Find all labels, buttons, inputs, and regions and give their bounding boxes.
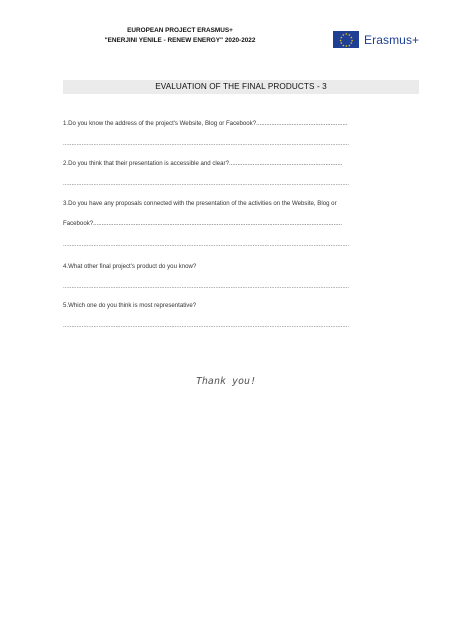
svg-text:★: ★: [350, 38, 354, 43]
svg-text:★: ★: [348, 33, 351, 37]
answer-line-5: .........................................................................................................................................................................: [63, 322, 350, 329]
svg-text:★: ★: [340, 35, 343, 40]
svg-text:★: ★: [342, 33, 345, 37]
eu-flag-icon: [333, 31, 359, 48]
erasmus-logo: [333, 31, 419, 48]
svg-text:★: ★: [345, 44, 348, 48]
question-2: 2.Do you think that their presentation is accessible and clear?...................................................................: [63, 160, 343, 167]
answer-line-1: .........................................................................................................................................................................: [63, 140, 350, 147]
answer-line-2: .........................................................................................................................................................................: [63, 180, 350, 187]
erasmus-logo-text: Erasmus+: [364, 32, 420, 47]
svg-text:★: ★: [342, 43, 345, 48]
svg-text:★: ★: [350, 41, 353, 45]
header-project-line: EUROPEAN PROJECT ERASMUS+: [127, 27, 233, 34]
answer-line-4: .........................................................................................................................................................................: [63, 283, 350, 290]
answer-line-3: .........................................................................................................................................................................: [63, 241, 350, 248]
question-1: 1.Do you know the address of the project's Website, Blog or Facebook?......................................................: [63, 120, 348, 127]
question-5: 5.Which one do you think is most representative?: [63, 302, 197, 309]
question-3-continuation: Facebook?...................................................................................................................................................: [63, 220, 343, 227]
question-3: 3.Do you have any proposals connected with the presentation of the activities on the Website, Blog or: [63, 200, 337, 207]
svg-text:★: ★: [348, 43, 351, 48]
svg-text:★: ★: [350, 35, 353, 40]
header-project-name: "ENERJINI YENILE - RENEW ENERGY" 2020-2022: [104, 37, 256, 44]
svg-text:★: ★: [345, 32, 348, 37]
svg-text:★: ★: [339, 38, 342, 43]
document-header: [60, 26, 300, 46]
closing-message: Thank you!: [195, 376, 257, 387]
svg-text:★: ★: [340, 41, 343, 45]
question-4: 4.What other final project's product do you know?: [63, 263, 197, 270]
page-title: EVALUATION OF THE FINAL PRODUCTS - 3: [63, 80, 419, 94]
